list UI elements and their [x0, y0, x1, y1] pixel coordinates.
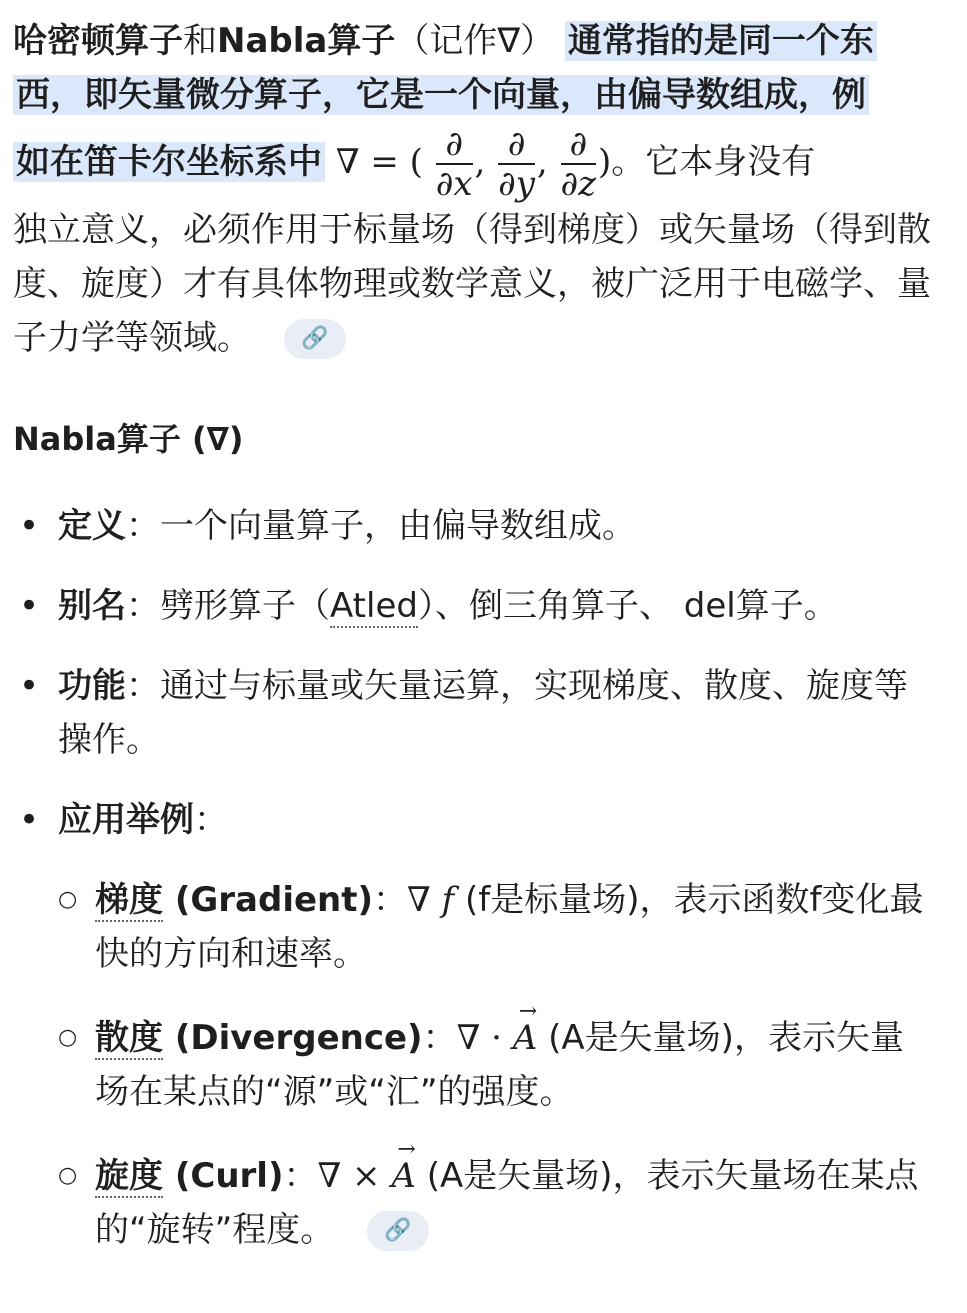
divergence-colon: ： — [422, 1017, 457, 1058]
gradient-nabla: ∇ — [407, 879, 431, 920]
fraction-den: ∂x — [435, 163, 473, 204]
highlight-segment-2[interactable]: 西，即矢量微分算子，它是一个向量，由偏导数组成，例 — [13, 75, 869, 115]
divergence-vector-a: → A — [513, 1011, 538, 1065]
source-link-icon[interactable]: 🔗 — [367, 1211, 429, 1251]
divergence-english: (Divergence) — [163, 1017, 423, 1058]
applications-colon: ： — [194, 799, 228, 840]
divergence-term[interactable]: 散度 — [95, 1017, 163, 1058]
gradient-text: (f是标量场)，表示函数f变化最快的方向和速率。 — [95, 879, 924, 974]
gradient-f: f — [441, 879, 455, 920]
applications-label: 应用举例 — [58, 799, 194, 840]
list-item-definition — [13, 499, 933, 553]
atled-term[interactable]: Atled — [330, 585, 418, 626]
formula-comma: , — [474, 142, 486, 182]
curl-english: (Curl) — [163, 1155, 284, 1196]
list-item-function — [13, 659, 933, 767]
sub-item-divergence — [58, 1011, 933, 1119]
curl-colon: ： — [283, 1155, 318, 1196]
fraction-den: ∂z — [560, 163, 597, 204]
function-text: ：通过与标量或矢量运算，实现梯度、散度、旋度等操作。 — [58, 665, 908, 760]
fraction-num: ∂ — [436, 125, 473, 165]
fraction-num: ∂ — [561, 125, 597, 165]
alias-text-pre: ：劈形算子（ — [126, 585, 330, 626]
source-link-icon[interactable]: 🔗 — [284, 319, 346, 359]
fraction-den: ∂y — [498, 163, 535, 204]
formula-line — [13, 123, 816, 204]
nabla-list — [13, 499, 933, 1257]
intro-paragraph — [13, 14, 933, 365]
curl-vector-a: → A — [391, 1149, 416, 1203]
divergence-text: (A是矢量场)，表示矢量场在某点的“源”或“汇”的强度。 — [95, 1017, 904, 1112]
alias-label: 别名 — [58, 585, 126, 626]
fraction-dx — [436, 125, 473, 203]
divergence-formula: ∇ · — [456, 1017, 513, 1058]
curl-term[interactable]: 旋度 — [95, 1155, 163, 1196]
list-item-applications — [13, 793, 933, 1257]
highlight-segment-1[interactable]: 通常指的是同一个东 — [565, 21, 877, 61]
curl-formula: ∇ × — [317, 1155, 392, 1196]
section-title: Nabla算子 (∇) — [13, 419, 244, 458]
formula-prefix: ∇ = ( — [335, 142, 423, 182]
gradient-colon: ： — [373, 879, 408, 920]
intro-bold-hamilton: 哈密顿算子 — [13, 21, 183, 61]
applications-sublist — [58, 873, 933, 1257]
sub-item-curl — [58, 1149, 933, 1257]
function-label: 功能 — [58, 665, 126, 706]
fraction-dy — [498, 125, 535, 203]
intro-bold-nabla: Nabla算子 — [217, 21, 396, 61]
intro-rest-body: 独立意义，必须作用于标量场（得到梯度）或矢量场（得到散度、旋度）才有具体物理或数学意义，被广泛用于电磁学、量子力学等领域。 — [13, 209, 931, 358]
fraction-num: ∂ — [498, 125, 535, 165]
fraction-dz — [561, 125, 597, 203]
intro-rest-line1: 它本身没有 — [645, 142, 816, 182]
answer-content — [13, 14, 933, 1287]
formula-comma: , — [536, 142, 548, 182]
highlight-segment-3[interactable]: 如在笛卡尔坐标系中 — [13, 142, 325, 182]
definition-text: ：一个向量算子，由偏导数组成。 — [126, 505, 636, 546]
gradient-term[interactable]: 梯度 — [95, 879, 163, 920]
intro-and: 和 — [183, 21, 217, 61]
sub-item-gradient — [58, 873, 933, 981]
gradient-english: (Gradient) — [163, 879, 374, 920]
definition-label: 定义 — [58, 505, 126, 546]
list-item-alias — [13, 579, 933, 633]
alias-text-post: ）、倒三角算子、 del算子。 — [417, 585, 838, 626]
intro-aside: （记作∇） — [395, 21, 555, 61]
formula-suffix: )。 — [598, 142, 646, 182]
curl-text: (A是矢量场)，表示矢量场在某点的“旋转”程度。 — [95, 1155, 919, 1250]
